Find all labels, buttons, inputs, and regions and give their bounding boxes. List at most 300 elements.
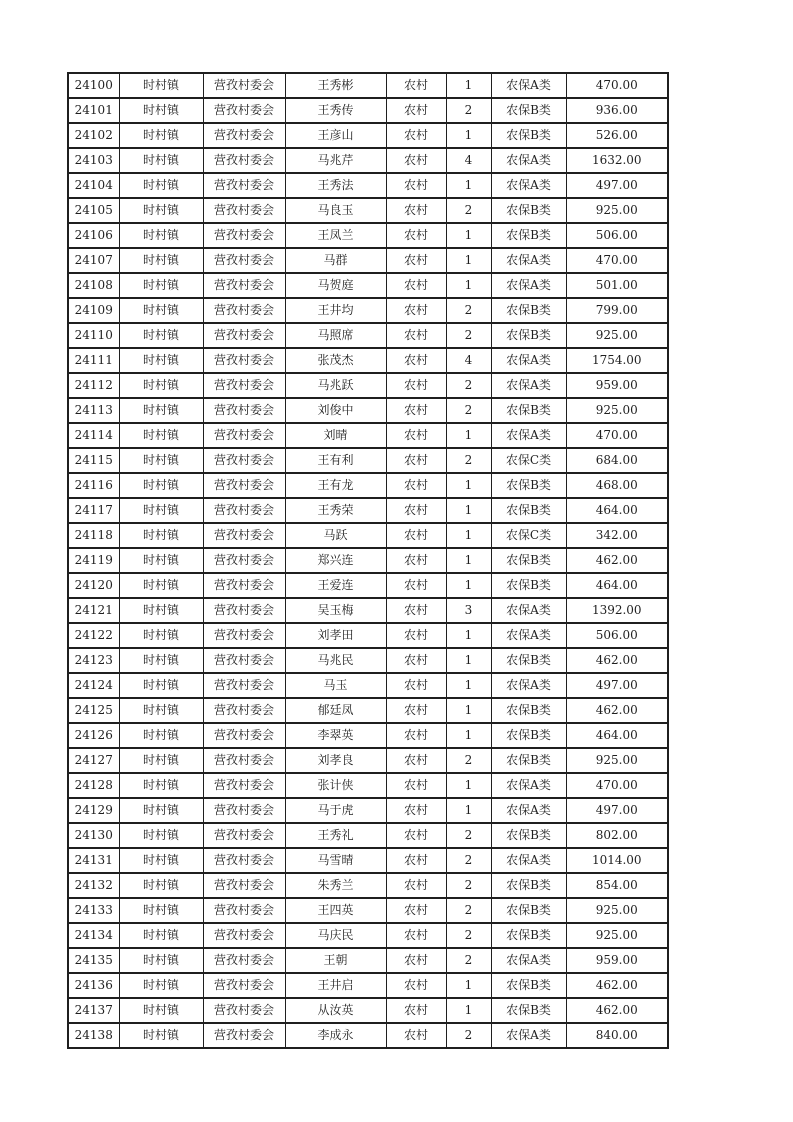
village-committee-cell: 营孜村委会 [203, 273, 285, 298]
table-row [68, 398, 668, 423]
person-count-cell: 1 [446, 548, 491, 573]
village-committee-cell: 营孜村委会 [203, 398, 285, 423]
insurance-category-cell: 农保A类 [491, 598, 566, 623]
person-name-cell: 王四英 [285, 898, 386, 923]
insurance-category-cell: 农保B类 [491, 473, 566, 498]
person-count-cell: 4 [446, 148, 491, 173]
person-name-cell: 王爱连 [285, 573, 386, 598]
amount-cell: 497.00 [566, 798, 668, 823]
amount-cell: 464.00 [566, 723, 668, 748]
insurance-category-cell: 农保B类 [491, 398, 566, 423]
record-number-cell: 24135 [68, 948, 119, 973]
table-row [68, 548, 668, 573]
amount-cell: 462.00 [566, 648, 668, 673]
village-committee-cell: 营孜村委会 [203, 448, 285, 473]
table-row [68, 498, 668, 523]
person-name-cell: 马良玉 [285, 198, 386, 223]
village-committee-cell: 营孜村委会 [203, 373, 285, 398]
table-row [68, 73, 668, 98]
table-row [68, 373, 668, 398]
residence-type-cell: 农村 [386, 623, 446, 648]
village-committee-cell: 营孜村委会 [203, 873, 285, 898]
amount-cell: 1014.00 [566, 848, 668, 873]
town-cell: 时村镇 [119, 523, 203, 548]
amount-cell: 526.00 [566, 123, 668, 148]
person-count-cell: 1 [446, 123, 491, 148]
record-number-cell: 24109 [68, 298, 119, 323]
town-cell: 时村镇 [119, 973, 203, 998]
village-committee-cell: 营孜村委会 [203, 473, 285, 498]
person-count-cell: 2 [446, 1023, 491, 1048]
village-committee-cell: 营孜村委会 [203, 298, 285, 323]
record-number-cell: 24116 [68, 473, 119, 498]
town-cell: 时村镇 [119, 198, 203, 223]
village-committee-cell: 营孜村委会 [203, 723, 285, 748]
record-number-cell: 24123 [68, 648, 119, 673]
town-cell: 时村镇 [119, 73, 203, 98]
person-count-cell: 1 [446, 773, 491, 798]
insurance-category-cell: 农保A类 [491, 623, 566, 648]
village-committee-cell: 营孜村委会 [203, 948, 285, 973]
residence-type-cell: 农村 [386, 898, 446, 923]
insurance-category-cell: 农保B类 [491, 223, 566, 248]
residence-type-cell: 农村 [386, 298, 446, 323]
village-committee-cell: 营孜村委会 [203, 673, 285, 698]
person-name-cell: 马跃 [285, 523, 386, 548]
table-row [68, 598, 668, 623]
person-name-cell: 王朝 [285, 948, 386, 973]
table-row [68, 623, 668, 648]
record-number-cell: 24108 [68, 273, 119, 298]
insurance-category-cell: 农保B类 [491, 998, 566, 1023]
table-row [68, 98, 668, 123]
record-number-cell: 24127 [68, 748, 119, 773]
person-count-cell: 1 [446, 623, 491, 648]
amount-cell: 342.00 [566, 523, 668, 548]
person-count-cell: 1 [446, 223, 491, 248]
town-cell: 时村镇 [119, 423, 203, 448]
residence-type-cell: 农村 [386, 248, 446, 273]
record-number-cell: 24125 [68, 698, 119, 723]
insurance-category-cell: 农保A类 [491, 423, 566, 448]
record-number-cell: 24102 [68, 123, 119, 148]
town-cell: 时村镇 [119, 748, 203, 773]
table-row [68, 173, 668, 198]
person-name-cell: 朱秀兰 [285, 873, 386, 898]
residence-type-cell: 农村 [386, 323, 446, 348]
person-name-cell: 王秀彬 [285, 73, 386, 98]
record-number-cell: 24134 [68, 923, 119, 948]
village-committee-cell: 营孜村委会 [203, 73, 285, 98]
person-name-cell: 从汝英 [285, 998, 386, 1023]
town-cell: 时村镇 [119, 548, 203, 573]
village-committee-cell: 营孜村委会 [203, 623, 285, 648]
person-name-cell: 马兆芹 [285, 148, 386, 173]
amount-cell: 497.00 [566, 173, 668, 198]
village-committee-cell: 营孜村委会 [203, 348, 285, 373]
village-committee-cell: 营孜村委会 [203, 198, 285, 223]
residence-type-cell: 农村 [386, 598, 446, 623]
record-number-cell: 24107 [68, 248, 119, 273]
table-row [68, 298, 668, 323]
residence-type-cell: 农村 [386, 473, 446, 498]
town-cell: 时村镇 [119, 823, 203, 848]
person-count-cell: 1 [446, 473, 491, 498]
record-number-cell: 24106 [68, 223, 119, 248]
residence-type-cell: 农村 [386, 698, 446, 723]
insurance-category-cell: 农保B类 [491, 898, 566, 923]
village-committee-cell: 营孜村委会 [203, 998, 285, 1023]
village-committee-cell: 营孜村委会 [203, 173, 285, 198]
village-committee-cell: 营孜村委会 [203, 523, 285, 548]
record-number-cell: 24112 [68, 373, 119, 398]
record-number-cell: 24131 [68, 848, 119, 873]
person-count-cell: 2 [446, 323, 491, 348]
residence-type-cell: 农村 [386, 73, 446, 98]
village-committee-cell: 营孜村委会 [203, 248, 285, 273]
residence-type-cell: 农村 [386, 798, 446, 823]
residence-type-cell: 农村 [386, 573, 446, 598]
record-number-cell: 24126 [68, 723, 119, 748]
village-committee-cell: 营孜村委会 [203, 773, 285, 798]
person-name-cell: 李翠英 [285, 723, 386, 748]
town-cell: 时村镇 [119, 698, 203, 723]
residence-type-cell: 农村 [386, 273, 446, 298]
table-row [68, 748, 668, 773]
residence-type-cell: 农村 [386, 923, 446, 948]
person-count-cell: 2 [446, 823, 491, 848]
amount-cell: 1392.00 [566, 598, 668, 623]
insurance-category-cell: 农保C类 [491, 523, 566, 548]
insurance-category-cell: 农保B类 [491, 748, 566, 773]
village-committee-cell: 营孜村委会 [203, 898, 285, 923]
town-cell: 时村镇 [119, 723, 203, 748]
record-number-cell: 24119 [68, 548, 119, 573]
table-row [68, 223, 668, 248]
village-committee-cell: 营孜村委会 [203, 823, 285, 848]
person-count-cell: 1 [446, 648, 491, 673]
table-row [68, 698, 668, 723]
insurance-category-cell: 农保B类 [491, 323, 566, 348]
town-cell: 时村镇 [119, 273, 203, 298]
person-name-cell: 王有龙 [285, 473, 386, 498]
insurance-category-cell: 农保B类 [491, 923, 566, 948]
amount-cell: 840.00 [566, 1023, 668, 1048]
village-committee-cell: 营孜村委会 [203, 1023, 285, 1048]
person-count-cell: 1 [446, 273, 491, 298]
person-count-cell: 2 [446, 298, 491, 323]
residence-type-cell: 农村 [386, 448, 446, 473]
person-name-cell: 李成永 [285, 1023, 386, 1048]
person-count-cell: 2 [446, 448, 491, 473]
village-committee-cell: 营孜村委会 [203, 323, 285, 348]
record-number-cell: 24120 [68, 573, 119, 598]
person-name-cell: 马群 [285, 248, 386, 273]
insurance-category-cell: 农保B类 [491, 723, 566, 748]
village-committee-cell: 营孜村委会 [203, 423, 285, 448]
residence-type-cell: 农村 [386, 198, 446, 223]
record-number-cell: 24103 [68, 148, 119, 173]
insurance-category-cell: 农保B类 [491, 873, 566, 898]
person-count-cell: 1 [446, 423, 491, 448]
town-cell: 时村镇 [119, 373, 203, 398]
village-committee-cell: 营孜村委会 [203, 973, 285, 998]
table-row [68, 273, 668, 298]
amount-cell: 854.00 [566, 873, 668, 898]
insurance-category-cell: 农保C类 [491, 448, 566, 473]
residence-type-cell: 农村 [386, 973, 446, 998]
person-name-cell: 马照席 [285, 323, 386, 348]
insurance-category-cell: 农保A类 [491, 148, 566, 173]
person-name-cell: 王秀荣 [285, 498, 386, 523]
town-cell: 时村镇 [119, 98, 203, 123]
table-row [68, 773, 668, 798]
record-number-cell: 24114 [68, 423, 119, 448]
record-number-cell: 24133 [68, 898, 119, 923]
person-name-cell: 马玉 [285, 673, 386, 698]
town-cell: 时村镇 [119, 773, 203, 798]
person-name-cell: 马兆民 [285, 648, 386, 673]
amount-cell: 470.00 [566, 248, 668, 273]
town-cell: 时村镇 [119, 998, 203, 1023]
person-count-cell: 2 [446, 398, 491, 423]
record-number-cell: 24101 [68, 98, 119, 123]
person-name-cell: 王有利 [285, 448, 386, 473]
amount-cell: 470.00 [566, 423, 668, 448]
person-name-cell: 马贺庭 [285, 273, 386, 298]
table-row [68, 823, 668, 848]
table-body [68, 73, 668, 1048]
village-committee-cell: 营孜村委会 [203, 748, 285, 773]
amount-cell: 462.00 [566, 698, 668, 723]
amount-cell: 684.00 [566, 448, 668, 473]
village-committee-cell: 营孜村委会 [203, 848, 285, 873]
residence-type-cell: 农村 [386, 648, 446, 673]
table-row [68, 723, 668, 748]
table-row [68, 123, 668, 148]
table-row [68, 323, 668, 348]
person-count-cell: 1 [446, 173, 491, 198]
residence-type-cell: 农村 [386, 948, 446, 973]
insurance-category-cell: 农保A类 [491, 798, 566, 823]
town-cell: 时村镇 [119, 848, 203, 873]
amount-cell: 799.00 [566, 298, 668, 323]
table-row [68, 198, 668, 223]
table-row [68, 898, 668, 923]
town-cell: 时村镇 [119, 148, 203, 173]
person-name-cell: 刘晴 [285, 423, 386, 448]
record-number-cell: 24124 [68, 673, 119, 698]
insurance-category-cell: 农保B类 [491, 973, 566, 998]
town-cell: 时村镇 [119, 398, 203, 423]
person-name-cell: 吴玉梅 [285, 598, 386, 623]
town-cell: 时村镇 [119, 923, 203, 948]
residence-type-cell: 农村 [386, 873, 446, 898]
record-number-cell: 24105 [68, 198, 119, 223]
village-committee-cell: 营孜村委会 [203, 648, 285, 673]
table-row [68, 798, 668, 823]
person-count-cell: 1 [446, 998, 491, 1023]
residence-type-cell: 农村 [386, 423, 446, 448]
person-count-cell: 3 [446, 598, 491, 623]
table-row [68, 148, 668, 173]
record-number-cell: 24118 [68, 523, 119, 548]
insurance-category-cell: 农保A类 [491, 948, 566, 973]
insurance-category-cell: 农保A类 [491, 248, 566, 273]
person-count-cell: 1 [446, 73, 491, 98]
amount-cell: 501.00 [566, 273, 668, 298]
town-cell: 时村镇 [119, 173, 203, 198]
village-committee-cell: 营孜村委会 [203, 573, 285, 598]
residence-type-cell: 农村 [386, 773, 446, 798]
insurance-category-cell: 农保B类 [491, 548, 566, 573]
insurance-category-cell: 农保B类 [491, 198, 566, 223]
amount-cell: 462.00 [566, 973, 668, 998]
person-count-cell: 2 [446, 373, 491, 398]
person-name-cell: 王彦山 [285, 123, 386, 148]
person-count-cell: 1 [446, 798, 491, 823]
residence-type-cell: 农村 [386, 723, 446, 748]
amount-cell: 470.00 [566, 773, 668, 798]
table-row [68, 248, 668, 273]
residence-type-cell: 农村 [386, 373, 446, 398]
record-number-cell: 24111 [68, 348, 119, 373]
town-cell: 时村镇 [119, 948, 203, 973]
table-row [68, 998, 668, 1023]
record-number-cell: 24115 [68, 448, 119, 473]
person-count-cell: 2 [446, 198, 491, 223]
insurance-category-cell: 农保A类 [491, 373, 566, 398]
person-name-cell: 王凤兰 [285, 223, 386, 248]
person-name-cell: 王秀法 [285, 173, 386, 198]
table-row [68, 423, 668, 448]
insurance-category-cell: 农保B类 [491, 123, 566, 148]
person-name-cell: 刘俊中 [285, 398, 386, 423]
town-cell: 时村镇 [119, 598, 203, 623]
insurance-category-cell: 农保B类 [491, 573, 566, 598]
record-number-cell: 24100 [68, 73, 119, 98]
person-name-cell: 王秀传 [285, 98, 386, 123]
residence-type-cell: 农村 [386, 498, 446, 523]
record-number-cell: 24128 [68, 773, 119, 798]
person-count-cell: 1 [446, 498, 491, 523]
village-committee-cell: 营孜村委会 [203, 698, 285, 723]
insurance-category-cell: 农保A类 [491, 673, 566, 698]
town-cell: 时村镇 [119, 648, 203, 673]
amount-cell: 462.00 [566, 548, 668, 573]
person-count-cell: 1 [446, 673, 491, 698]
town-cell: 时村镇 [119, 498, 203, 523]
person-count-cell: 4 [446, 348, 491, 373]
residence-type-cell: 农村 [386, 173, 446, 198]
amount-cell: 925.00 [566, 748, 668, 773]
person-count-cell: 1 [446, 698, 491, 723]
person-count-cell: 2 [446, 98, 491, 123]
amount-cell: 925.00 [566, 398, 668, 423]
person-count-cell: 1 [446, 573, 491, 598]
person-count-cell: 2 [446, 923, 491, 948]
person-name-cell: 张茂杰 [285, 348, 386, 373]
town-cell: 时村镇 [119, 223, 203, 248]
record-number-cell: 24129 [68, 798, 119, 823]
village-committee-cell: 营孜村委会 [203, 123, 285, 148]
residence-type-cell: 农村 [386, 998, 446, 1023]
person-name-cell: 马兆跃 [285, 373, 386, 398]
table-row [68, 573, 668, 598]
insurance-category-cell: 农保A类 [491, 773, 566, 798]
person-name-cell: 马于虎 [285, 798, 386, 823]
amount-cell: 959.00 [566, 948, 668, 973]
record-number-cell: 24130 [68, 823, 119, 848]
table-row [68, 523, 668, 548]
residence-type-cell: 农村 [386, 848, 446, 873]
person-name-cell: 王秀礼 [285, 823, 386, 848]
record-number-cell: 24122 [68, 623, 119, 648]
person-name-cell: 郑兴连 [285, 548, 386, 573]
person-name-cell: 马雪晴 [285, 848, 386, 873]
residence-type-cell: 农村 [386, 148, 446, 173]
amount-cell: 925.00 [566, 323, 668, 348]
village-committee-cell: 营孜村委会 [203, 923, 285, 948]
town-cell: 时村镇 [119, 448, 203, 473]
town-cell: 时村镇 [119, 473, 203, 498]
village-committee-cell: 营孜村委会 [203, 148, 285, 173]
residence-type-cell: 农村 [386, 523, 446, 548]
town-cell: 时村镇 [119, 873, 203, 898]
person-count-cell: 2 [446, 948, 491, 973]
residence-type-cell: 农村 [386, 823, 446, 848]
insurance-category-cell: 农保A类 [491, 348, 566, 373]
person-count-cell: 1 [446, 973, 491, 998]
village-committee-cell: 营孜村委会 [203, 598, 285, 623]
record-number-cell: 24138 [68, 1023, 119, 1048]
amount-cell: 925.00 [566, 898, 668, 923]
amount-cell: 506.00 [566, 223, 668, 248]
residence-type-cell: 农村 [386, 548, 446, 573]
insurance-category-cell: 农保A类 [491, 273, 566, 298]
person-count-cell: 2 [446, 748, 491, 773]
person-name-cell: 张计侠 [285, 773, 386, 798]
insurance-category-cell: 农保B类 [491, 698, 566, 723]
amount-cell: 925.00 [566, 198, 668, 223]
insurance-category-cell: 农保B类 [491, 98, 566, 123]
amount-cell: 506.00 [566, 623, 668, 648]
record-number-cell: 24136 [68, 973, 119, 998]
amount-cell: 470.00 [566, 73, 668, 98]
village-committee-cell: 营孜村委会 [203, 548, 285, 573]
village-committee-cell: 营孜村委会 [203, 98, 285, 123]
amount-cell: 464.00 [566, 498, 668, 523]
table-row [68, 973, 668, 998]
table-row [68, 648, 668, 673]
residence-type-cell: 农村 [386, 1023, 446, 1048]
town-cell: 时村镇 [119, 673, 203, 698]
residence-type-cell: 农村 [386, 398, 446, 423]
amount-cell: 468.00 [566, 473, 668, 498]
person-name-cell: 刘孝良 [285, 748, 386, 773]
residence-type-cell: 农村 [386, 98, 446, 123]
insurance-category-cell: 农保B类 [491, 648, 566, 673]
amount-cell: 936.00 [566, 98, 668, 123]
person-count-cell: 2 [446, 873, 491, 898]
insurance-category-cell: 农保A类 [491, 848, 566, 873]
table-row [68, 1023, 668, 1048]
town-cell: 时村镇 [119, 623, 203, 648]
table-row [68, 673, 668, 698]
record-number-cell: 24104 [68, 173, 119, 198]
person-count-cell: 2 [446, 848, 491, 873]
town-cell: 时村镇 [119, 898, 203, 923]
